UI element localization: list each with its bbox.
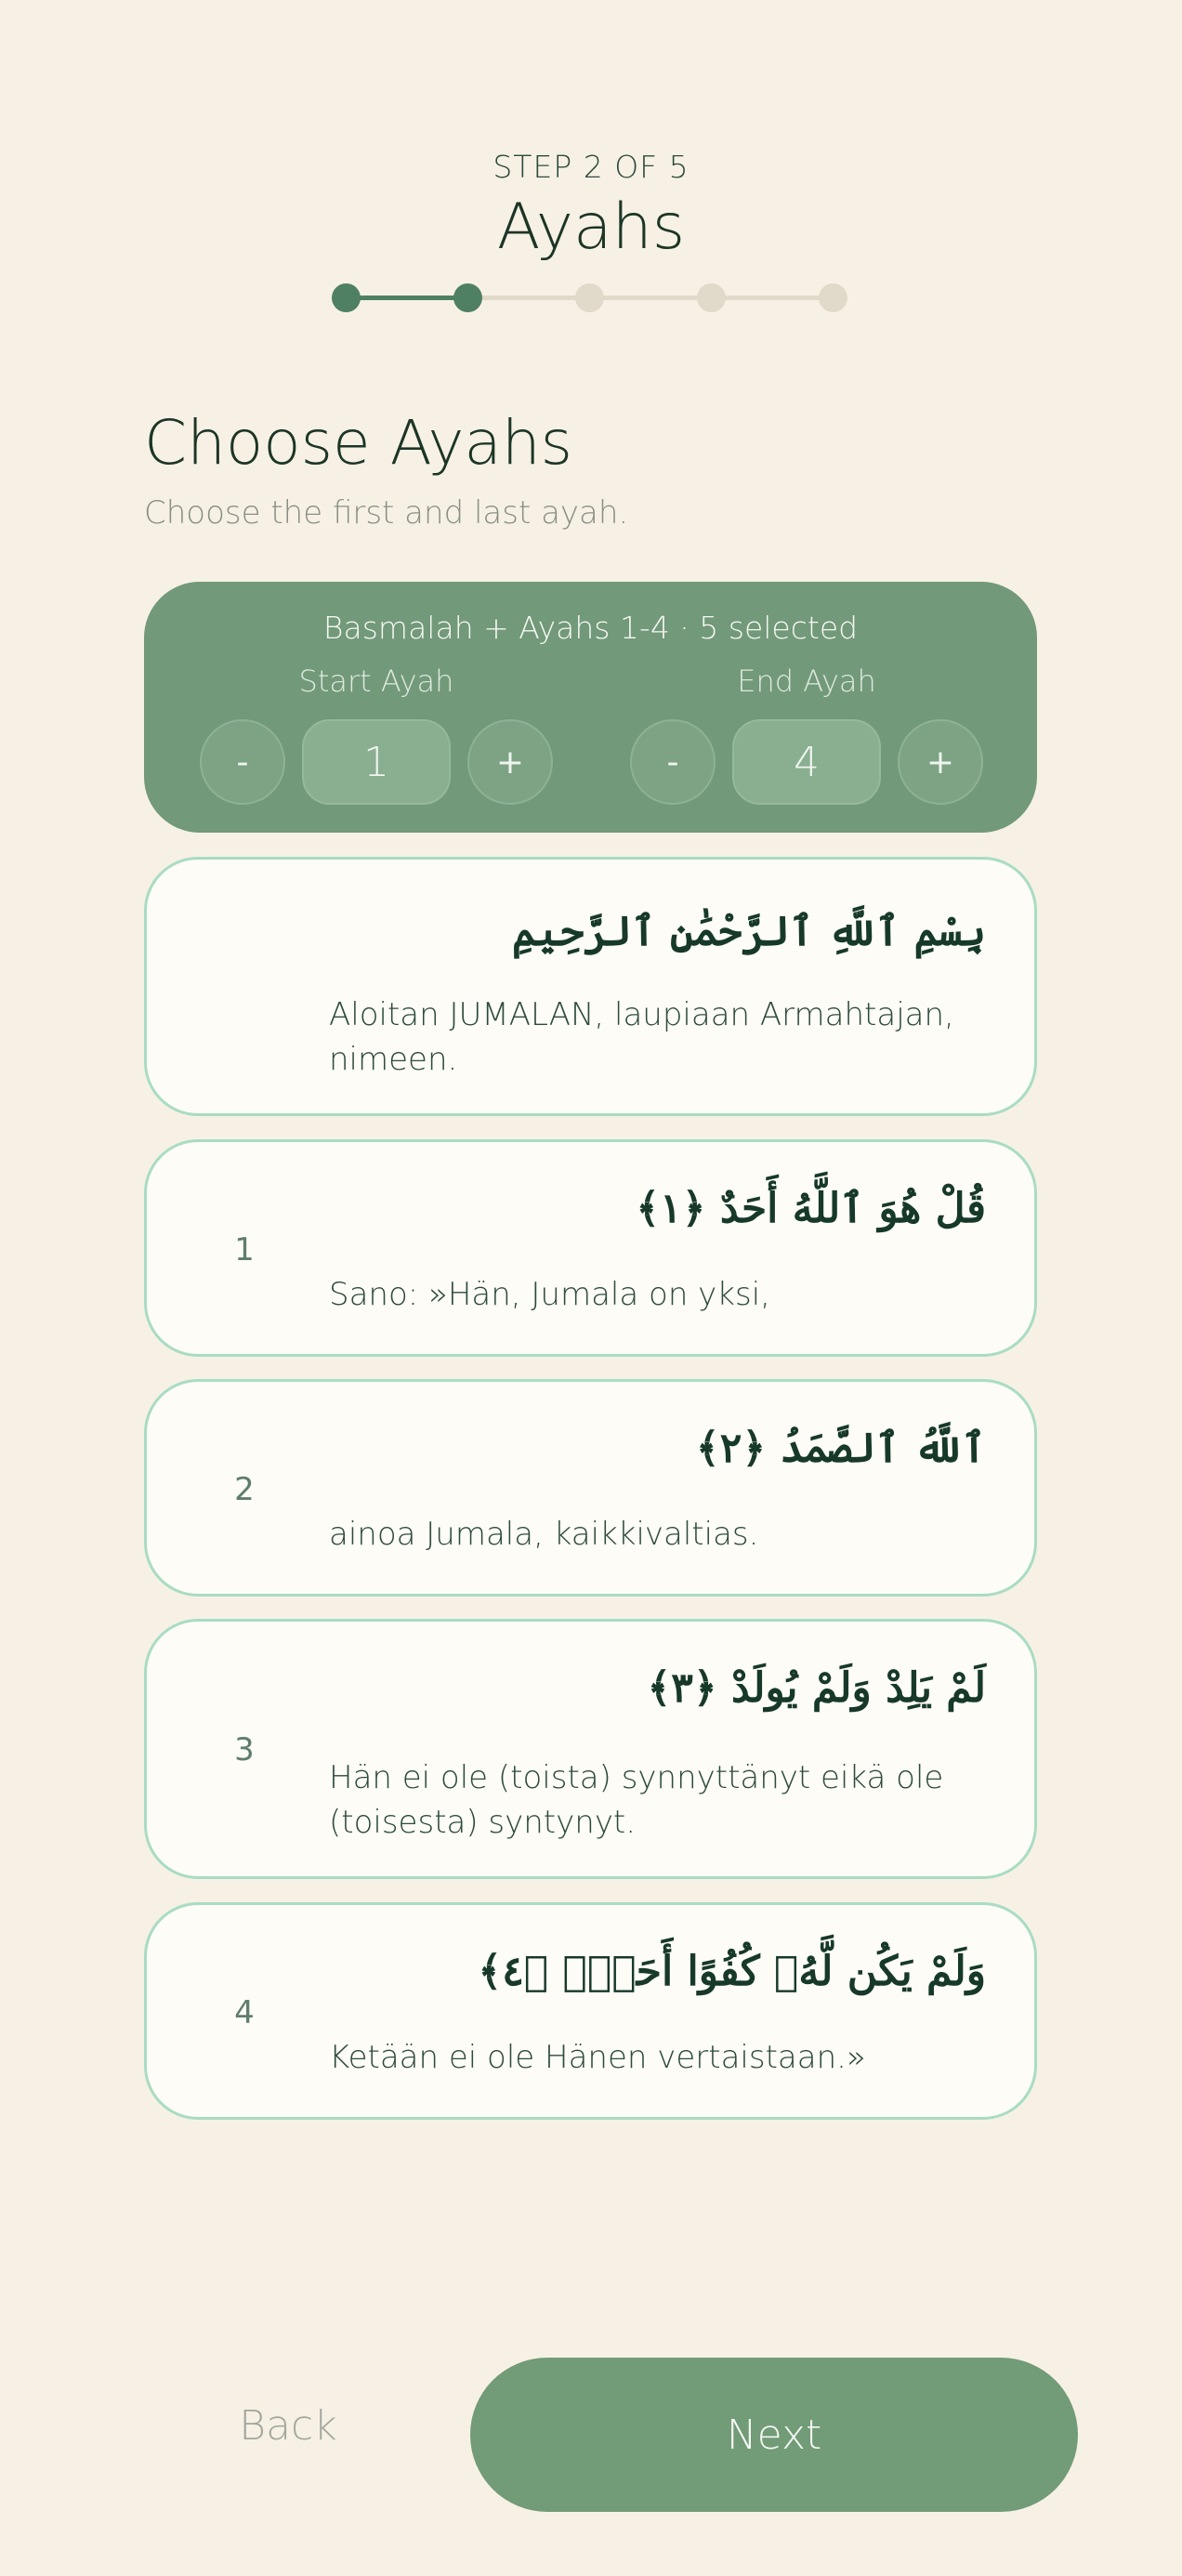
- ayah-number: 3: [234, 1731, 255, 1768]
- progress-line-1: [346, 296, 467, 300]
- step-label: STEP 2 OF 5: [492, 149, 690, 185]
- range-summary: Basmalah + Ayahs 1-4 · 5 selected: [322, 610, 859, 646]
- start-ayah-stepper: [200, 664, 553, 786]
- ayah-number: 4: [234, 1994, 255, 2031]
- progress-line-4: [711, 296, 833, 300]
- ayah-arabic-text: لَمْ يَلِدْ وَلَمْ يُولَدْ ﴿٣﴾: [647, 1664, 986, 1712]
- back-button[interactable]: Back: [239, 2402, 337, 2450]
- start-ayah-decrement-button[interactable]: -: [200, 719, 285, 805]
- end-ayah-value[interactable]: 4: [732, 719, 881, 805]
- next-button[interactable]: Next: [470, 2358, 1078, 2512]
- start-ayah-increment-button[interactable]: +: [467, 719, 553, 805]
- ayah-translation: Sano: »Hän, Jumala on yksi,: [329, 1276, 770, 1313]
- ayah-card-2[interactable]: [144, 1379, 1037, 1597]
- ayah-translation: Aloitan JUMALAN, laupiaan Armahtajan, nimeen.: [329, 996, 954, 1078]
- ayah-translation: Ketään ei ole Hänen vertaistaan.»: [329, 2039, 866, 2076]
- start-ayah-label: Start Ayah: [298, 664, 454, 699]
- progress-dot-3: [575, 283, 604, 312]
- progress-dot-2: [453, 283, 482, 312]
- progress-dot-1: [332, 283, 361, 312]
- ayah-card-1[interactable]: [144, 1139, 1037, 1357]
- ayah-card-4[interactable]: [144, 1902, 1037, 2120]
- ayah-card-basmalah[interactable]: [144, 857, 1037, 1116]
- ayah-arabic-text: بِسْمِ ٱللَّهِ ٱلرَّحْمَٰنِ ٱلرَّحِيمِ: [511, 908, 986, 955]
- ayah-arabic-text: قُلْ هُوَ ٱللَّهُ أَحَدٌ ﴿١﴾: [636, 1185, 986, 1232]
- section-title: Choose Ayahs: [144, 407, 573, 479]
- ayah-range-card: [144, 582, 1037, 833]
- ayah-translation: Hän ei ole (toista) synnyttänyt eikä ole (toisesta) syntynyt.: [329, 1759, 944, 1841]
- start-ayah-value[interactable]: 1: [302, 719, 451, 805]
- end-ayah-increment-button[interactable]: +: [898, 719, 983, 805]
- section-subtitle: Choose the first and last ayah.: [144, 494, 629, 532]
- ayah-arabic-text: وَلَمْ يَكُن لَّهُۥ كُفُوًا أَحَدٌۢ ﴿٤﴾: [478, 1948, 986, 1995]
- progress-dot-4: [697, 283, 726, 312]
- progress-line-3: [589, 296, 711, 300]
- end-ayah-label: End Ayah: [737, 664, 876, 699]
- progress-dot-5: [819, 283, 847, 312]
- end-ayah-stepper: [630, 664, 983, 786]
- step-progress: [332, 279, 848, 316]
- page-title: Ayahs: [496, 191, 686, 264]
- ayah-translation: ainoa Jumala, kaikkivaltias.: [329, 1516, 759, 1553]
- ayah-arabic-text: ٱللَّهُ ٱلصَّمَدُ ﴿٢﴾: [695, 1425, 986, 1472]
- ayah-card-3[interactable]: [144, 1619, 1037, 1879]
- ayah-number: 1: [234, 1231, 255, 1268]
- ayah-number: 2: [234, 1471, 255, 1508]
- progress-line-2: [467, 296, 589, 300]
- end-ayah-decrement-button[interactable]: -: [630, 719, 716, 805]
